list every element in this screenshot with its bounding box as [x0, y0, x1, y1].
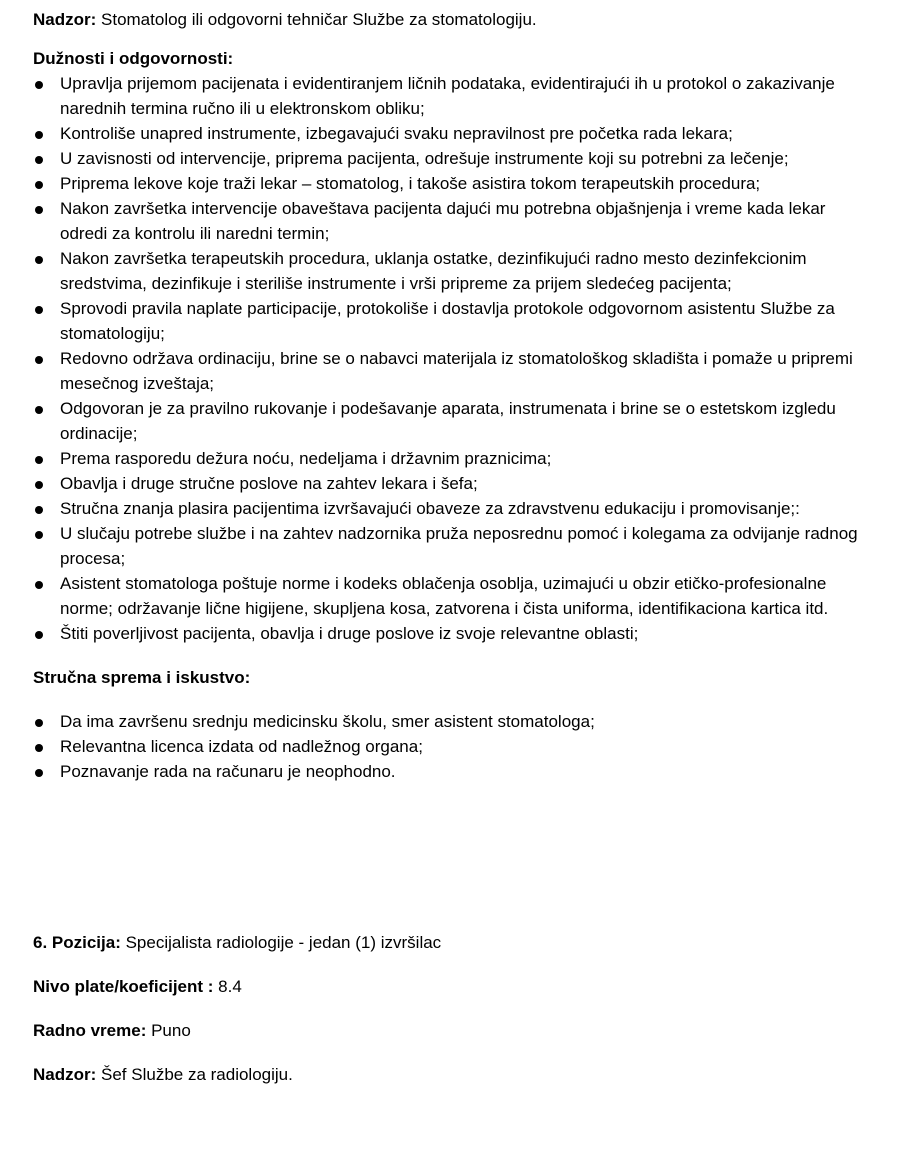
duty-item — [33, 121, 860, 146]
bullet-icon — [35, 719, 43, 727]
bullet-icon — [35, 456, 43, 464]
spacer — [33, 955, 860, 974]
working-hours-line — [33, 1018, 860, 1043]
duty-item — [33, 71, 860, 121]
position-value: Specijalista radiologije - jedan (1) izvršilac — [120, 933, 442, 952]
duty-item-text: Stručna znanja plasira pacijentima izvršavajući obaveze za zdravstvenu edukaciju i promovisanje;: — [60, 499, 800, 518]
salary-level-line — [33, 974, 860, 999]
duty-item — [33, 296, 860, 346]
duty-item — [33, 346, 860, 396]
duties-list — [33, 71, 860, 646]
bullet-icon — [35, 744, 43, 752]
working-hours-label: Radno vreme: — [33, 1021, 147, 1040]
spacer — [33, 690, 860, 709]
duty-item-text: Upravlja prijemom pacijenata i evidentiranjem ličnih podataka, evidentirajući ih u protokol o zakazivanje narednih termina ručno ili u elektronskom obliku; — [60, 74, 835, 118]
duty-item — [33, 571, 860, 621]
position-line — [33, 930, 860, 955]
bullet-icon — [35, 631, 43, 639]
bullet-icon — [35, 131, 43, 139]
qualification-item-text: Da ima završenu srednju medicinsku školu, smer asistent stomatologa; — [60, 712, 595, 731]
bullet-icon — [35, 406, 43, 414]
duty-item — [33, 196, 860, 246]
qualifications-list — [33, 709, 860, 784]
duty-item-text: Redovno održava ordinaciju, brine se o nabavci materijala iz stomatološkog skladišta i pomaže u pripremi mesečnog izveštaja; — [60, 349, 853, 393]
position-supervision-line — [33, 1062, 860, 1087]
position-label: 6. Pozicija: — [33, 933, 121, 952]
bullet-icon — [35, 256, 43, 264]
duty-item-text: U zavisnosti od intervencije, priprema pacijenta, odrešuje instrumente koji su potrebni za lečenje; — [60, 149, 789, 168]
supervision-label: Nadzor: — [33, 10, 97, 29]
duty-item — [33, 621, 860, 646]
qualification-item-text: Relevantna licenca izdata od nadležnog organa; — [60, 737, 423, 756]
position-supervision-label: Nadzor: — [33, 1065, 97, 1084]
duty-item — [33, 446, 860, 471]
duty-item — [33, 146, 860, 171]
duty-item — [33, 471, 860, 496]
supervision-value: Stomatolog ili odgovorni tehničar Službe za stomatologiju. — [96, 10, 537, 29]
duty-item-text: Asistent stomatologa poštuje norme i kodeks oblačenja osoblja, uzimajući u obzir etičko-profesionalne norme; održavanje lične higijene, skupljena kosa, zatvorena i čista uniforma, identifikaciona kartica itd. — [60, 574, 829, 618]
bullet-icon — [35, 306, 43, 314]
spacer — [33, 1043, 860, 1062]
qualification-item-text: Poznavanje rada na računaru je neophodno. — [60, 762, 396, 781]
duty-item — [33, 496, 860, 521]
salary-level-value: 8.4 — [213, 977, 242, 996]
bullet-icon — [35, 531, 43, 539]
duty-item-text: Kontroliše unapred instrumente, izbegavajući svaku nepravilnost pre početka rada lekara; — [60, 124, 733, 143]
bullet-icon — [35, 581, 43, 589]
duty-item-text: Nakon završetka terapeutskih procedura, uklanja ostatke, dezinfikujući radno mesto dezinfekcionim sredstvima, dezinfikuje i steriliše instrumente i vrši pripreme za prijem sledećeg pacijenta; — [60, 249, 807, 293]
bullet-icon — [35, 769, 43, 777]
duty-item-text: Priprema lekove koje traži lekar – stomatolog, i takoše asistira tokom terapeutskih procedura; — [60, 174, 761, 193]
duty-item — [33, 396, 860, 446]
duty-item-text: Obavlja i druge stručne poslove na zahtev lekara i šefa; — [60, 474, 478, 493]
supervision-line — [33, 7, 860, 32]
bullet-icon — [35, 356, 43, 364]
position-supervision-value: Šef Službe za radiologiju. — [96, 1065, 293, 1084]
bullet-icon — [35, 156, 43, 164]
qualification-item — [33, 709, 860, 734]
working-hours-value: Puno — [146, 1021, 191, 1040]
bullet-icon — [35, 481, 43, 489]
spacer — [33, 999, 860, 1018]
duty-item — [33, 171, 860, 196]
duty-item — [33, 521, 860, 571]
spacer — [33, 784, 860, 930]
duty-item-text: Nakon završetka intervencije obaveštava pacijenta dajući mu potrebna objašnjenja i vreme kada lekar odredi za kontrolu ili naredni termin; — [60, 199, 826, 243]
duty-item — [33, 246, 860, 296]
duty-item-text: Prema rasporedu dežura noću, nedeljama i državnim praznicima; — [60, 449, 552, 468]
salary-level-label: Nivo plate/koeficijent : — [33, 977, 214, 996]
bullet-icon — [35, 206, 43, 214]
spacer — [33, 646, 860, 665]
qualification-item — [33, 734, 860, 759]
spacer — [33, 32, 860, 46]
bullet-icon — [35, 81, 43, 89]
qualifications-heading: Stručna sprema i iskustvo: — [33, 668, 251, 687]
duty-item-text: Štiti poverljivost pacijenta, obavlja i druge poslove iz svoje relevantne oblasti; — [60, 624, 639, 643]
bullet-icon — [35, 181, 43, 189]
duties-heading: Dužnosti i odgovornosti: — [33, 49, 234, 68]
duty-item-text: Sprovodi pravila naplate participacije, protokoliše i dostavlja protokole odgovornom asistentu Službe za stomatologiju; — [60, 299, 835, 343]
duty-item-text: U slučaju potrebe službe i na zahtev nadzornika pruža neposrednu pomoć i kolegama za odvijanje radnog procesa; — [60, 524, 858, 568]
duty-item-text: Odgovoran je za pravilno rukovanje i podešavanje aparata, instrumenata i brine se o estetskom izgledu ordinacije; — [60, 399, 836, 443]
qualification-item — [33, 759, 860, 784]
bullet-icon — [35, 506, 43, 514]
